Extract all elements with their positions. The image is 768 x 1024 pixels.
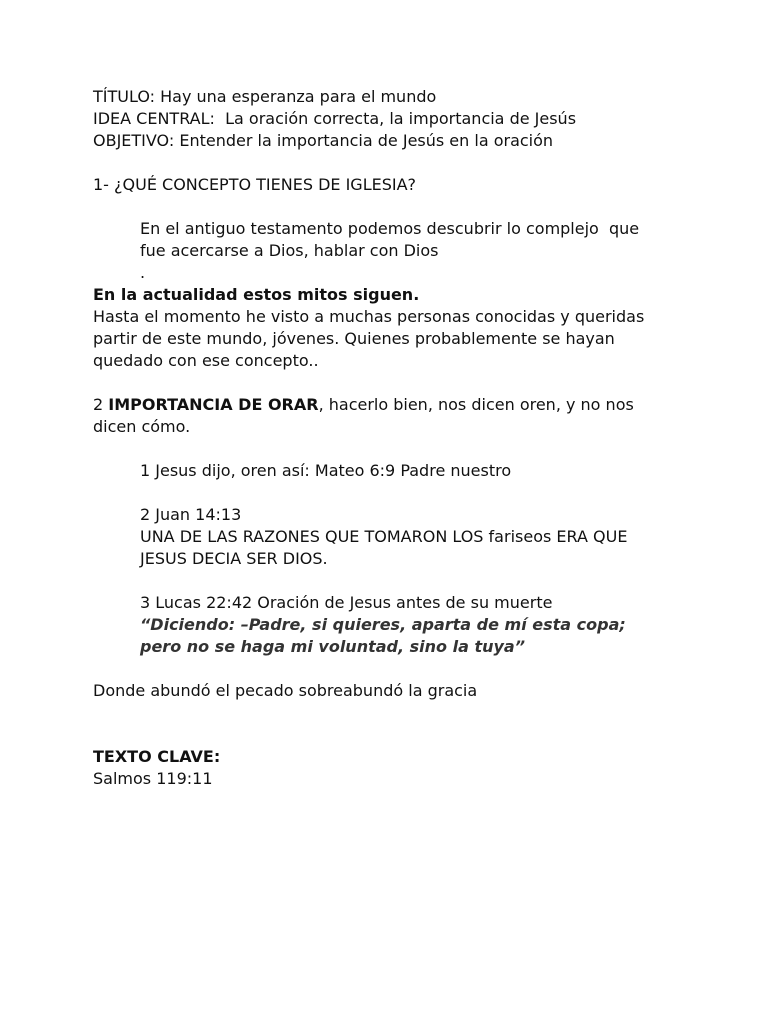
titulo-line: TÍTULO: Hay una esperanza para el mundo [93,87,437,106]
objetivo-line: OBJETIVO: Entender la importancia de Jesús en la oración [93,131,554,150]
spacer [93,570,713,592]
spacer [93,482,713,504]
point1-line: 1 Jesus dijo, oren así: Mateo 6:9 Padre nuestro [140,461,512,480]
spacer [93,438,713,460]
spacer [93,702,713,724]
scripture-quote-line: “Diciendo: –Padre, si quieres, aparta de mí esta copa; [140,615,626,634]
gracia-line: Donde abundó el pecado sobreabundó la gracia [93,681,478,700]
texto-clave-label: TEXTO CLAVE: [93,747,221,766]
spacer [93,152,713,174]
section1-paragraph-line: quedado con ese concepto.. [93,351,319,370]
point2-ref: 2 Juan 14:13 [140,505,242,524]
point2-line: JESUS DECIA SER DIOS. [140,549,328,568]
document-page [93,86,713,790]
spacer [93,658,713,680]
spacer [93,724,713,746]
section1-bold-statement: En la actualidad estos mitos siguen. [93,285,420,304]
idea-central-line: IDEA CENTRAL: La oración correcta, la importancia de Jesús [93,109,577,128]
scripture-quote-line: pero no se haga mi voluntad, sino la tuya” [140,637,526,656]
section2-rest: , hacerlo bien, nos dicen oren, y no nos [318,395,634,414]
section2-bold-title: IMPORTANCIA DE ORAR [108,395,319,414]
section1-indent-line: En el antiguo testamento podemos descubrir lo complejo que [140,219,640,238]
point3-ref: 3 Lucas 22:42 Oración de Jesus antes de su muerte [140,593,553,612]
section2-number: 2 [93,395,109,414]
point2-line: UNA DE LAS RAZONES QUE TOMARON LOS fariseos ERA QUE [140,527,628,546]
section2-rest-line: dicen cómo. [93,417,191,436]
section1-paragraph-line: partir de este mundo, jóvenes. Quienes probablemente se hayan [93,329,615,348]
spacer [93,372,713,394]
section1-paragraph-line: Hasta el momento he visto a muchas personas conocidas y queridas [93,307,645,326]
texto-clave-ref: Salmos 119:11 [93,769,213,788]
section2-heading [93,394,713,416]
section1-indent-line: . [140,263,146,282]
spacer [93,196,713,218]
section1-heading: 1- ¿QUÉ CONCEPTO TIENES DE IGLESIA? [93,175,417,194]
section1-indent-line: fue acercarse a Dios, hablar con Dios [140,241,439,260]
